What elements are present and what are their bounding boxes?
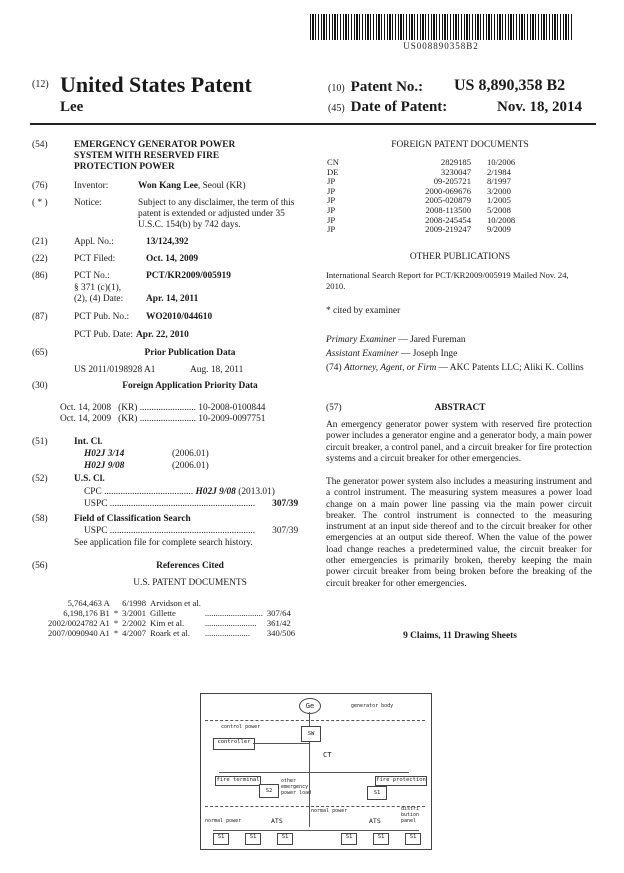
load-box: S1 [277, 833, 293, 845]
ats-right: ATS [369, 817, 381, 825]
main-switch: SW [301, 726, 321, 742]
fire-protection-box: fire protection [375, 776, 427, 786]
code-21: (21) [32, 237, 48, 247]
code-87: (87) [32, 312, 48, 322]
cited-note: * cited by examiner [326, 306, 401, 316]
other-emergency-label: other emergency power load [281, 778, 312, 796]
int-cl-label: Int. Cl. [74, 437, 103, 447]
uspc-line: USPC .............................................................. 307/39 [84, 499, 299, 509]
int-cl-code: H02J 9/08 [84, 461, 125, 471]
load-box: S1 [341, 833, 357, 845]
priority-row: Oct. 14, 2008 (KR) ........................ 10-2008-0100844 [60, 403, 266, 413]
table-row: DE 3230047 2/1984 [327, 166, 511, 177]
inventor-label: Inventor: [74, 181, 109, 191]
prior-pub-date: Aug. 18, 2011 [190, 365, 244, 375]
patent-date-label: (45) Date of Patent: [328, 99, 448, 115]
code-57: (57) [326, 403, 342, 413]
references-heading: References Cited [156, 561, 224, 571]
priority-list [60, 403, 310, 425]
breaker-s1: S1 [367, 786, 387, 800]
abstract-heading: ABSTRACT [434, 403, 486, 413]
us-docs-table [48, 598, 299, 638]
priority-row: Oct. 14, 2009 (KR) ........................ 10-2009-0097751 [60, 414, 266, 424]
code-notice: ( * ) [32, 198, 48, 208]
pct-filed-label: PCT Filed: [74, 254, 116, 264]
distribution-panel-label: distri bution panel [401, 806, 420, 824]
breaker-s2: S2 [259, 784, 279, 798]
pub-date-label: PCT Pub. Date: [74, 330, 133, 340]
foreign-docs-heading: FOREIGN PATENT DOCUMENTS [391, 140, 529, 150]
load-box: S1 [373, 833, 389, 845]
table-row: JP 2005-020879 1/2005 [327, 195, 511, 206]
us-docs-heading: U.S. PATENT DOCUMENTS [133, 578, 247, 588]
normal-power-left: normal power [205, 818, 242, 824]
inventor-short: Lee [60, 99, 84, 115]
priority-heading: Foreign Application Priority Data [122, 381, 258, 391]
table-row: JP 2008-113500 5/2008 [327, 204, 511, 215]
cpc-line: CPC ...................................... H02J 9/08 (2013.01) [84, 487, 275, 497]
primary-examiner: Primary Examiner — Jared Fureman [326, 335, 466, 345]
barcode-number: US008890358B2 [403, 41, 479, 51]
pub-number: WO2010/044610 [146, 312, 213, 322]
abstract-paragraph: An emergency generator power system with reserved fire protection power includes a generator engine and a generator body, a main power circuit breaker, a control panel, and a circuit breaker for fire protection systems and a circuit breaker for other emergencies. [326, 420, 592, 464]
code-22: (22) [32, 254, 48, 264]
table-row: CN 2829185 10/2006 [327, 157, 516, 167]
code-76: (76) [32, 181, 48, 191]
prior-pub-number: US 2011/0198928 A1 [74, 365, 156, 375]
code-30: (30) [32, 381, 48, 391]
document-type: United States Patent [60, 72, 252, 97]
prior-pub-heading: Prior Publication Data [144, 348, 236, 358]
table-row: 5,764,463 A 6/1998 Arvidson et al. [67, 598, 201, 608]
notice-label: Notice: [74, 198, 102, 208]
controller-box: controller [213, 738, 255, 750]
patent-number: US 8,890,358 B2 [454, 77, 566, 94]
code-51: (51) [32, 437, 48, 447]
table-row: JP 2008-245454 10/2008 [327, 214, 516, 225]
claims-summary: 9 Claims, 11 Drawing Sheets [403, 631, 517, 641]
pct-filed-date: Oct. 14, 2009 [146, 254, 199, 264]
ats-left: ATS [271, 817, 283, 825]
pub-date: Apr. 22, 2010 [136, 330, 189, 340]
table-row: JP 2009-219247 9/2009 [327, 224, 511, 235]
barcode [310, 14, 572, 40]
code-56: (56) [32, 561, 48, 571]
patent-date: Nov. 18, 2014 [497, 99, 583, 115]
inventor: Won Kang Lee, Seoul (KR) [138, 181, 246, 191]
other-pubs-text: International Search Report for PCT/KR2009/005919 Mailed Nov. 24, 2010. [326, 270, 569, 291]
representative-drawing [200, 693, 432, 850]
table-row: 6,198,176 B1 * 3/2001 Gillette ........................... 307/64 [63, 608, 291, 618]
normal-power-right: normal power [311, 808, 348, 814]
s371-date: Apr. 14, 2011 [146, 294, 199, 304]
load-box: S1 [245, 833, 261, 845]
s371-line2: (2), (4) Date: [74, 294, 124, 304]
code-54: (54) [32, 140, 48, 150]
notice-text: Subject to any disclaimer, the term of this patent is extended or adjusted under 35 U.S.C. 154(b) by 742 days. [138, 198, 295, 230]
attorney: (74) Attorney, Agent, or Firm — AKC Patents LLC; Aliki K. Collins [326, 363, 584, 373]
appl-number: 13/124,392 [146, 237, 189, 247]
us-cl-label: U.S. Cl. [74, 474, 105, 484]
table-row: 2007/0090940 A1 * 4/2007 Roark et al. ..................... 340/506 [48, 628, 296, 638]
ct-label: CT [323, 751, 332, 759]
patent-number-label: (10) Patent No.: [328, 79, 424, 95]
load-box: S1 [213, 833, 229, 845]
other-pubs-heading: OTHER PUBLICATIONS [409, 252, 511, 262]
invention-title: EMERGENCY GENERATOR POWER SYSTEM WITH RESERVED FIRE PROTECTION POWER [74, 140, 236, 172]
table-row: JP 2000-069676 3/2000 [327, 185, 511, 196]
code-65: (65) [32, 348, 48, 358]
fire-terminal-box: fire terminal [215, 776, 261, 786]
int-cl-version: (2006.01) [172, 449, 209, 459]
pct-no-label: PCT No.: [74, 271, 110, 281]
load-box: S1 [405, 833, 421, 845]
s371-line1: § 371 (c)(1), [74, 283, 122, 293]
foreign-docs-table [327, 158, 515, 235]
appl-label: Appl. No.: [74, 237, 114, 247]
generator-circle: Ge [299, 698, 321, 714]
generator-body-label: generator body [351, 703, 394, 709]
header-rule [30, 123, 596, 125]
int-cl-version: (2006.01) [172, 461, 209, 471]
field-search-label: Field of Classification Search [74, 514, 191, 524]
code-86: (86) [32, 271, 48, 281]
field-uspc-line: USPC .............................................................. 307/39 [84, 526, 299, 536]
pct-number: PCT/KR2009/005919 [146, 271, 231, 281]
abstract-paragraph: The generator power system also includes a measuring instrument and a control instrument. The measuring system measures a power load change on a main power line passing via the main power circuit breaker. The control instrument is connected to the measuring instrument at an input side thereof and to the circuit breaker for other emergencies at an output side thereof. When the value of the power load change reaches a predetermined value, the circuit breaker for other emergencies is primarily broken, thereby keeping the main power circuit breaker from being broken before the breaking of the circuit breaker for other emergencies. [326, 477, 592, 589]
int-cl-code: H02J 3/14 [84, 449, 125, 459]
code-52: (52) [32, 474, 48, 484]
table-row: 2002/0024782 A1 * 2/2002 Kim et al. ........................ 361/42 [48, 618, 291, 628]
code-12: (12) [32, 79, 49, 90]
control-power-label: control power [221, 724, 261, 730]
code-58: (58) [32, 514, 48, 524]
assistant-examiner: Assistant Examiner — Joseph Inge [326, 349, 458, 359]
table-row: JP 09-205721 8/1997 [327, 176, 511, 187]
field-note: See application file for complete search history. [74, 538, 253, 548]
pub-no-label: PCT Pub. No.: [74, 312, 130, 322]
